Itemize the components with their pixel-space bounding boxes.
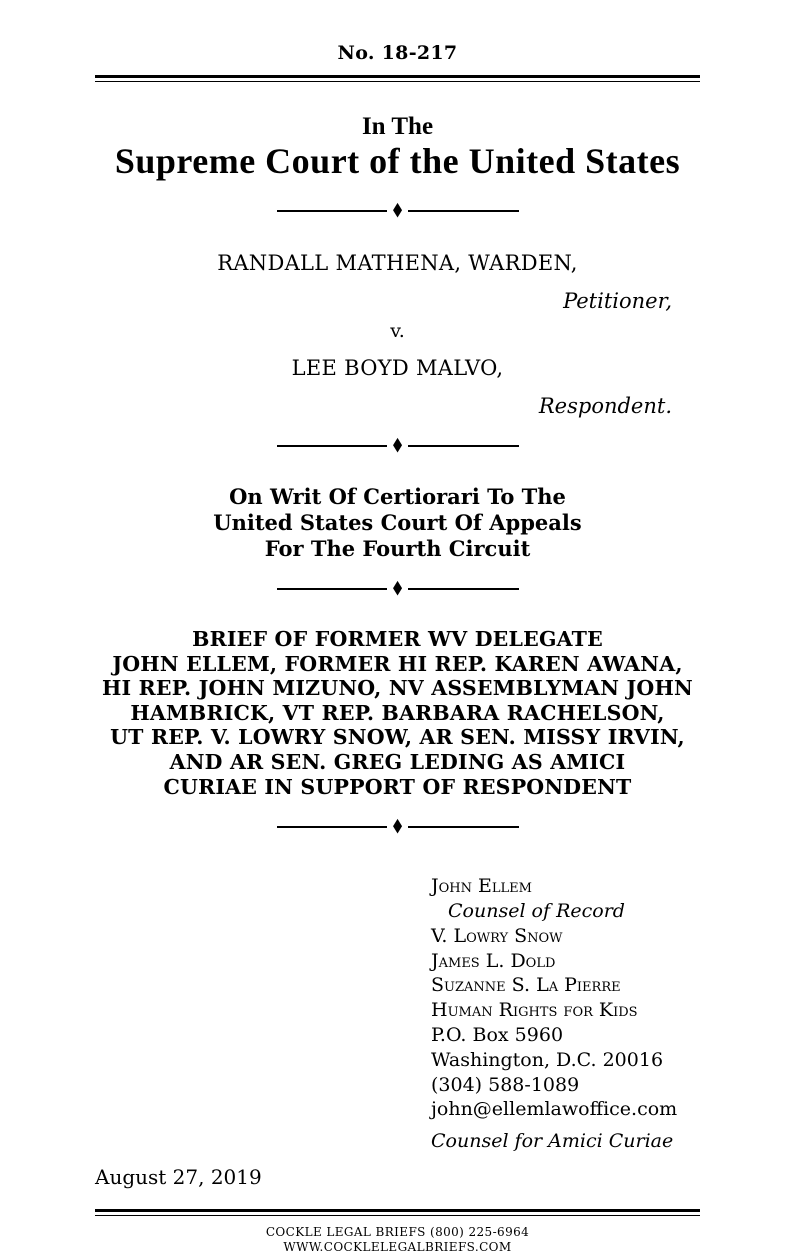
divider-line xyxy=(277,588,388,590)
brief-title-line: AND AR SEN. GREG LEDING AS AMICI xyxy=(169,750,626,775)
divider-line xyxy=(277,210,388,212)
counsel-phone: (304) 588-1089 xyxy=(431,1073,580,1096)
certiorari-line: For The Fourth Circuit xyxy=(264,536,531,562)
counsel-name: James L. Dold xyxy=(431,949,556,972)
certiorari-line: United States Court Of Appeals xyxy=(213,510,582,536)
divider-line xyxy=(408,210,519,212)
diamond-icon: ♦ xyxy=(390,433,405,458)
counsel-address-city: Washington, D.C. 20016 xyxy=(431,1048,664,1071)
versus-label: v. xyxy=(390,320,405,343)
top-double-rule xyxy=(95,75,700,82)
counsel-name-lead: John Ellem xyxy=(431,875,532,898)
court-header-in-the: In The xyxy=(361,112,434,140)
brief-title xyxy=(95,627,700,799)
brief-title-line: JOHN ELLEM, FORMER HI REP. KAREN AWANA, xyxy=(112,651,683,676)
diamond-icon: ♦ xyxy=(390,198,405,223)
case-caption xyxy=(95,250,700,419)
divider-line xyxy=(408,826,519,828)
divider-line xyxy=(277,826,388,828)
divider-line xyxy=(408,588,519,590)
printer-website: WWW.COCKLELEGALBRIEFS.COM xyxy=(283,1239,512,1254)
counsel-name: V. Lowry Snow xyxy=(431,924,563,947)
counsel-name: Suzanne S. La Pierre xyxy=(431,974,621,997)
respondent-name: LEE BOYD MALVO, xyxy=(291,356,504,381)
brief-title-line: UT REP. V. LOWRY SNOW, AR SEN. MISSY IRVIN, xyxy=(110,725,685,750)
brief-title-line: HAMBRICK, VT REP. BARBARA RACHELSON, xyxy=(130,700,665,725)
counsel-email: john@ellemlawoffice.com xyxy=(431,1098,678,1121)
section-divider xyxy=(277,433,519,458)
diamond-icon: ♦ xyxy=(390,814,405,839)
brief-title-line: HI REP. JOHN MIZUNO, NV ASSEMBLYMAN JOHN xyxy=(101,676,693,701)
brief-title-line: CURIAE IN SUPPORT OF RESPONDENT xyxy=(163,774,632,799)
counsel-address-po-box: P.O. Box 5960 xyxy=(431,1024,564,1047)
printer-footer xyxy=(95,1225,700,1255)
printer-name-phone: COCKLE LEGAL BRIEFS (800) 225-6964 xyxy=(265,1224,530,1239)
docket-number: No. 18-217 xyxy=(337,42,458,64)
diamond-icon: ♦ xyxy=(390,576,405,601)
petitioner-name: RANDALL MATHENA, WARDEN, xyxy=(217,251,578,276)
certiorari-statement xyxy=(95,484,700,562)
filing-date: August 27, 2019 xyxy=(95,1165,262,1190)
counsel-block xyxy=(431,874,700,1154)
respondent-role: Respondent. xyxy=(538,394,672,419)
certiorari-line: On Writ Of Certiorari To The xyxy=(229,484,566,510)
divider-line xyxy=(408,445,519,447)
counsel-organization: Human Rights for Kids xyxy=(431,999,638,1022)
section-divider xyxy=(277,198,519,223)
section-divider xyxy=(277,576,519,601)
bottom-double-rule xyxy=(95,1209,700,1216)
court-name-title: Supreme Court of the United States xyxy=(114,140,681,181)
divider-line xyxy=(277,445,388,447)
counsel-closing-label: Counsel for Amici Curiae xyxy=(431,1130,674,1153)
counsel-of-record-label: Counsel of Record xyxy=(448,900,625,923)
section-divider xyxy=(277,814,519,839)
brief-title-line: BRIEF OF FORMER WV DELEGATE xyxy=(192,627,603,652)
petitioner-role: Petitioner, xyxy=(563,289,672,314)
